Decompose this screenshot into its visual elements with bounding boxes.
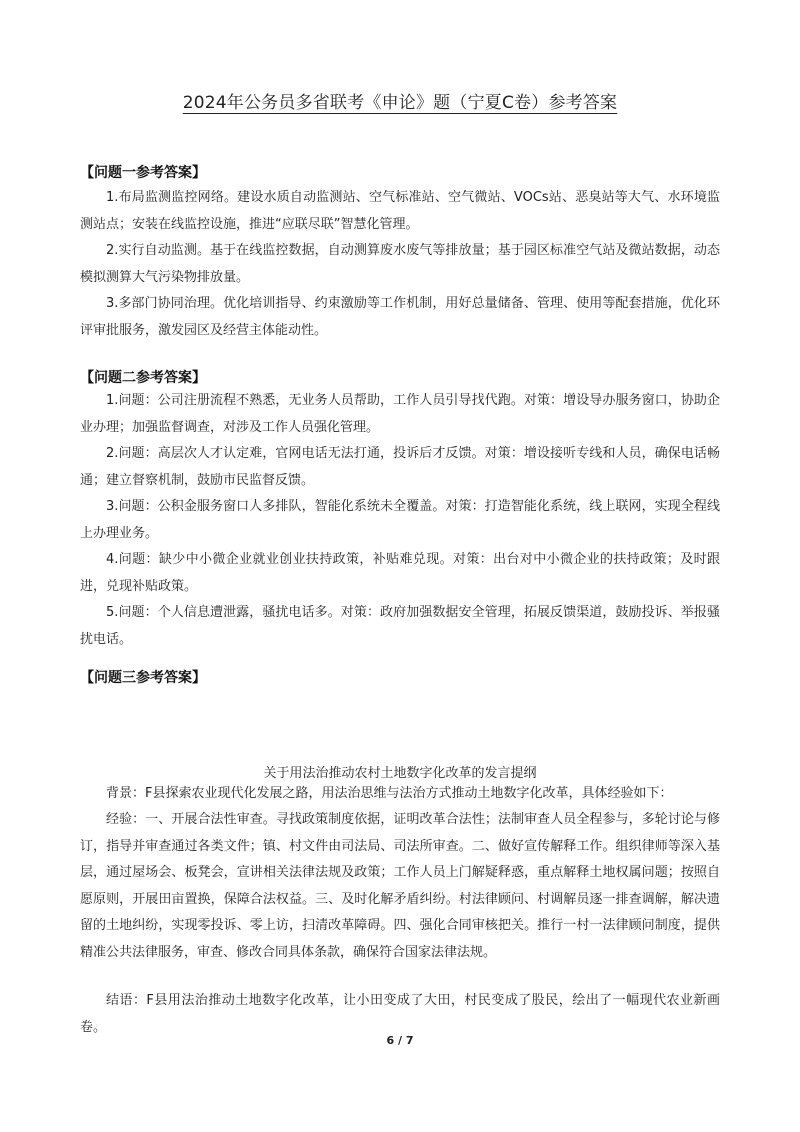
paragraph: 结语：F县用法治推动土地数字化改革，让小田变成了大田，村民变成了股民，绘出了一幅现代农业新画卷。 <box>80 993 720 1035</box>
paragraph: 4.问题：缺少中小微企业就业创业扶持政策，补贴难兑现。对策：出台对中小微企业的扶持政策；及时跟进，兑现补贴政策。 <box>80 552 720 594</box>
paragraph: 3.问题：公积金服务窗口人多排队，智能化系统未全覆盖。对策：打造智能化系统，线上联网，实现全程线上办理业务。 <box>80 499 720 541</box>
paragraph: 背景：F县探索农业现代化发展之路，用法治思维与法治方式推动土地数字化改革，具体经验如下： <box>106 786 673 801</box>
section-heading: 【问题三参考答案】 <box>80 670 206 686</box>
paragraph: 5.问题：个人信息遭泄露，骚扰电话多。对策：政府加强数据安全管理，拓展反馈渠道，鼓励投诉、举报骚扰电话。 <box>80 605 720 647</box>
section-heading: 【问题一参考答案】 <box>80 165 206 181</box>
paragraph: 2.实行自动监测。基于在线监控数据，自动测算废水废气等排放量；基于园区标准空气站及微站数据，动态模拟测算大气污染物排放量。 <box>80 243 720 285</box>
section-heading: 【问题二参考答案】 <box>80 370 206 386</box>
paragraph: 3.多部门协同治理。优化培训指导、约束激励等工作机制，用好总量储备、管理、使用等配套措施，优化环评审批服务，激发园区及经营主体能动性。 <box>80 296 720 338</box>
paragraph: 1.问题：公司注册流程不熟悉，无业务人员帮助，工作人员引导找代跑。对策：增设导办服务窗口，协助企业办理；加强监督调查，对涉及工作人员强化管理。 <box>80 393 720 435</box>
speech-outline-title: 关于用法治推动农村土地数字化改革的发言提纲 <box>263 766 537 781</box>
paragraph: 经验：一、开展合法性审查。寻找政策制度依据，证明改革合法性；法制审查人员全程参与，多轮讨论与修订，指导并审查通过各类文件；镇、村文件由司法局、司法所审查。二、做好宣传解释工作。组织律师等深入基层，通过屋场会、板凳会，宣讲相关法律法规及政策；工作人员上门解疑释惑，重点解释土地权属问题；按照自愿原则，开展田亩置换，保障合法权益。三、及时化解矛盾纠纷。村法律顾问、村调解员逐一排查调解，解决遗留的土地纠纷，实现零投诉、零上访，扫清改革障碍。四、强化合同审核把关。推行一村一法律顾问制度，提供精准公共法律服务，审查、修改合同具体条款，确保符合国家法律法规。 <box>80 812 720 960</box>
document-title: 2024年公务员多省联考《申论》题（宁夏C卷）参考答案 <box>182 93 618 113</box>
paragraph: 1.布局监测监控网络。建设水质自动监测站、空气标准站、空气微站、VOCs站、恶臭站等大气、水环境监测站点；安装在线监控设施，推进“应联尽联”智慧化管理。 <box>80 190 720 232</box>
paragraph: 2.问题：高层次人才认定难，官网电话无法打通，投诉后才反馈。对策：增设接听专线和人员，确保电话畅通；建立督察机制，鼓励市民监督反馈。 <box>80 446 720 488</box>
page-number: 6 / 7 <box>386 1034 414 1047</box>
